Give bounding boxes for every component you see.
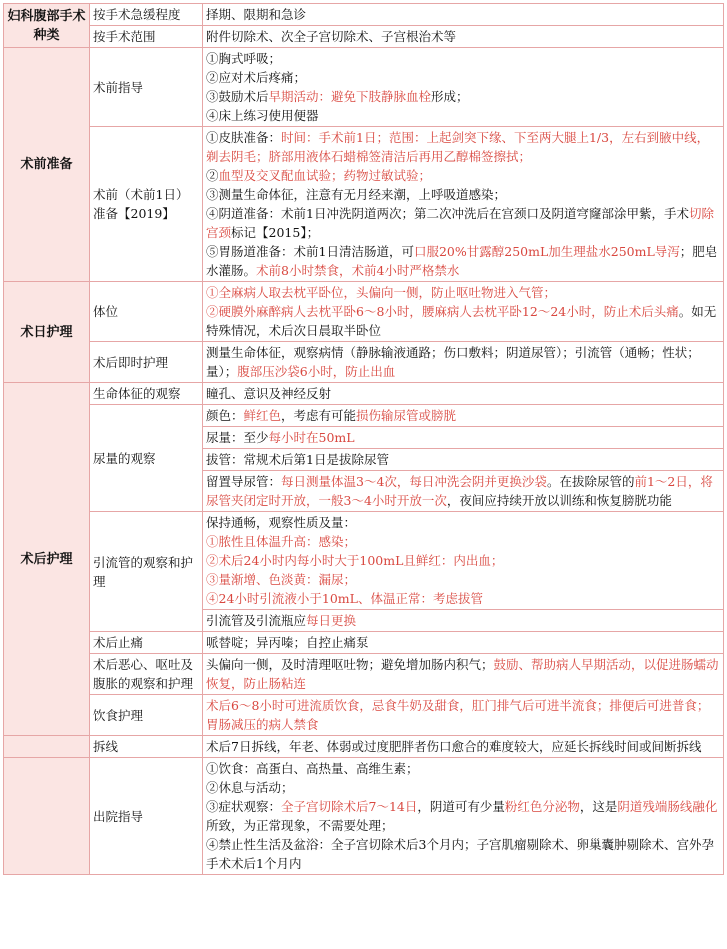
row-content: 头偏向一侧，及时清理呕吐物；避免增加肠内积气；鼓励、帮助病人早期活动，以促进肠蠕动恢复，防止肠粘连 [203,654,724,695]
row-label: 生命体征的观察 [90,383,203,405]
table-row [4,342,724,383]
list-item: ③症状观察：全子宫切除术后7～14日，阴道可有少量粉红色分泌物，这是阴道残端肠线融化所致，为正常现象，不需要处理； [206,799,718,833]
list-item: 保持通畅，观察性质及量： [206,515,357,530]
list-item: ④床上练习使用便器 [206,108,319,123]
category-postop-filler [4,758,90,875]
category-postop: 术后护理 [4,383,90,736]
list-item: ②休息与活动； [206,780,294,795]
list-item: ④阴道准备：术前1日冲洗阴道两次；第二次冲洗后在宫颈口及阴道穹窿部涂甲紫，手术切除宫颈标记【2015】； [206,206,714,240]
list-item: ②应对术后疼痛； [206,70,307,85]
table-row [4,695,724,736]
list-item: ②术后24小时内每小时大于100mL且鲜红：内出血； [206,553,504,568]
table-row [4,383,724,405]
row-content: 附件切除术、次全子宫切除术、子宫根治术等 [203,26,724,48]
nursing-table [3,3,724,875]
row-content [203,758,724,875]
row-content: 尿量：至少每小时在50mL [203,427,724,449]
list-item: ②血型及交叉配血试验；药物过敏试验； [206,168,432,183]
row-label: 体位 [90,282,203,342]
row-label: 按手术范围 [90,26,203,48]
list-item: ③量渐增、色淡黄：漏尿； [206,572,357,587]
table-row [4,48,724,127]
list-item: ①皮肤准备：时间：手术前1日；范围：上起剑突下缘、下至两大腿上1/3，左右到腋中线，剃去阴毛；脐部用液体石蜡棉签清洁后再用乙醇棉签擦拭； [206,130,710,164]
list-item: ①脓性且体温升高：感染； [206,534,357,549]
list-item: ⑤胃肠道准备：术前1日清洁肠道，可口服20%甘露醇250mL加生理盐水250mL导泻；肥皂水灌肠。术前8小时禁食，术前4小时严格禁水 [206,244,718,278]
category-preop: 术前准备 [4,48,90,282]
table-row [4,654,724,695]
row-label: 术后止痛 [90,632,203,654]
row-content [203,127,724,282]
row-label: 按手术急缓程度 [90,4,203,26]
list-item: ①饮食：高蛋白、高热量、高维生素； [206,761,419,776]
list-item: ①胸式呼吸； [206,51,282,66]
row-label: 出院指导 [90,758,203,875]
row-label: 术后恶心、呕吐及腹胀的观察和护理 [90,654,203,695]
category-postop-filler [4,736,90,758]
row-label: 术后即时护理 [90,342,203,383]
row-label: 术前指导 [90,48,203,127]
table-row [4,758,724,875]
row-content [203,282,724,342]
table-row [4,282,724,342]
row-content: 颜色：鲜红色，考虑有可能损伤输尿管或膀胱 [203,405,724,427]
table-row [4,736,724,758]
row-label: 饮食护理 [90,695,203,736]
table-row [4,127,724,282]
row-label: 尿量的观察 [90,405,203,512]
row-content: 留置导尿管：每日测量体温3～4次，每日冲洗会阴并更换沙袋。在拔除尿管的前1～2日，将尿管夹闭定时开放，一般3～4小时开放一次，夜间应持续开放以训练和恢复膀胱功能 [203,471,724,512]
category-surgery-type: 妇科腹部手术种类 [4,4,90,48]
list-item: ④禁止性生活及盆浴：全子宫切除术后3个月内；子宫肌瘤剔除术、卵巢囊肿剔除术、宫外孕手术术后1个月内 [206,837,714,871]
row-content: 瞳孔、意识及神经反射 [203,383,724,405]
list-item: ③测量生命体征，注意有无月经来潮，上呼吸道感染； [206,187,507,202]
row-label: 术前（术前1日）准备【2019】 [90,127,203,282]
row-content [203,48,724,127]
list-item: ①全麻病人取去枕平卧位，头偏向一侧，防止呕吐物进入气管； [206,285,557,300]
row-label: 拆线 [90,736,203,758]
list-item: ④24小时引流液小于10mL、体温正常：考虑拔管 [206,591,483,606]
row-content: 拔管：常规术后第1日是拔除尿管 [203,449,724,471]
table-row [4,405,724,427]
row-content: 引流管及引流瓶应每日更换 [203,610,724,632]
table-row [4,512,724,610]
list-item: ③鼓励术后早期活动：避免下肢静脉血栓形成； [206,89,469,104]
row-content: 哌替啶；异丙嗪；自控止痛泵 [203,632,724,654]
table-row [4,632,724,654]
table-row [4,4,724,26]
row-content [203,512,724,610]
category-surgery-day: 术日护理 [4,282,90,383]
row-content: 术后7日拆线，年老、体弱或过度肥胖者伤口愈合的难度较大，应延长拆线时间或间断拆线 [203,736,724,758]
row-content: 择期、限期和急诊 [203,4,724,26]
table-row [4,26,724,48]
row-content: 测量生命体征，观察病情（静脉输液通路；伤口敷料；阴道尿管）；引流管（通畅；性状；量）；腹部压沙袋6小时，防止出血 [203,342,724,383]
row-label: 引流管的观察和护理 [90,512,203,632]
row-content: 术后6～8小时可进流质饮食，忌食牛奶及甜食，肛门排气后可进半流食；排便后可进普食；胃肠减压的病人禁食 [203,695,724,736]
list-item: ②硬膜外麻醉病人去枕平卧6～8小时，腰麻病人去枕平卧12～24小时，防止术后头痛。如无特殊情况，术后次日晨取半卧位 [206,304,717,338]
